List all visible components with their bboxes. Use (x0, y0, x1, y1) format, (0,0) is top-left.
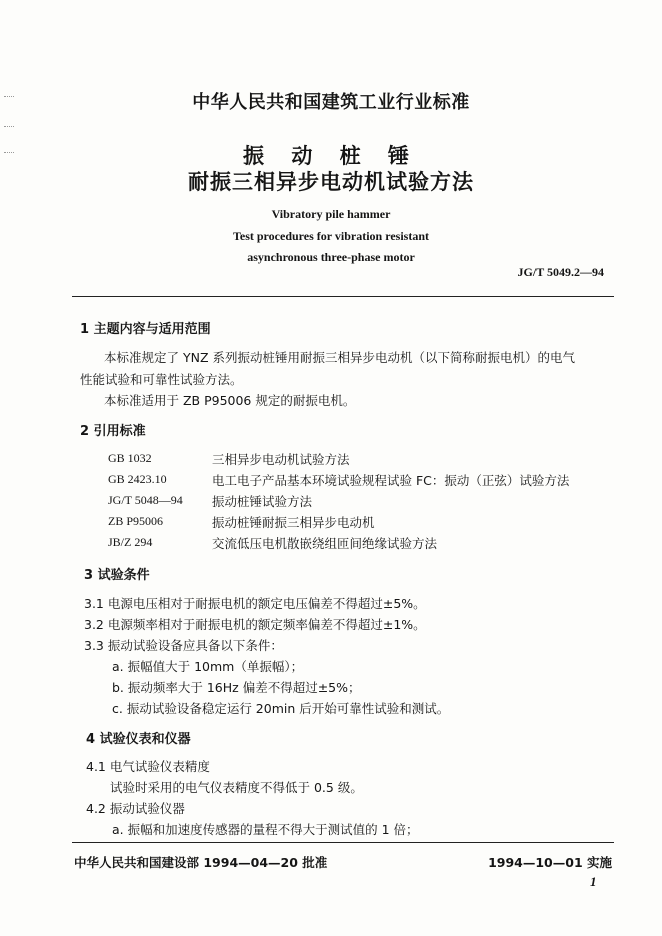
en-title-line3: asynchronous three-phase motor (247, 250, 415, 264)
ref-code: JG/T 5048—94 (108, 493, 183, 507)
standard-code: JG/T 5049.2—94 (517, 265, 604, 279)
clause-3-3-a: a. 振幅值大于 10mm（单振幅）； (112, 659, 304, 674)
doc-title-line1: 振 动 桩 锤 (243, 144, 419, 168)
footer-divider (72, 842, 614, 843)
section-1-para1-line2: 性能试验和可靠性试验方法。 (80, 372, 243, 387)
header-divider (72, 296, 614, 297)
clause-3-3-b: b. 振动频率大于 16Hz 偏差不得超过±5%； (112, 680, 361, 695)
approval-line: 中华人民共和国建设部 1994—04—20 批准 (74, 855, 328, 870)
ref-title: 交流低压电机散嵌绕组匝间绝缘试验方法 (212, 536, 438, 551)
section-3-heading: 3 试验条件 (84, 568, 150, 583)
clause-4-2: 4.2 振动试验仪器 (86, 801, 185, 816)
ref-code: GB 1032 (108, 451, 152, 465)
ref-code: ZB P95006 (108, 514, 164, 528)
page-number: 1 (590, 874, 597, 889)
en-title-line2: Test procedures for vibration resistant (232, 229, 429, 243)
section-1-para1-line1: 本标准规定了 YNZ 系列振动桩锤用耐振三相异步电动机（以下简称耐振电机）的电气 (104, 350, 575, 365)
effective-line: 1994—10—01 实施 (488, 855, 612, 870)
ref-code: GB 2423.10 (108, 472, 167, 486)
clause-4-1-text: 试验时采用的电气仪表精度不得低于 0.5 级。 (110, 780, 363, 795)
ref-title: 振动桩锤试验方法 (212, 494, 313, 509)
ref-title: 振动桩锤耐振三相异步电动机 (212, 515, 375, 530)
doc-title-line2: 耐振三相异步电动机试验方法 (188, 170, 474, 194)
ref-title: 电工电子产品基本环境试验规程试验 FC：振动（正弦）试验方法 (212, 473, 570, 488)
clause-4-1: 4.1 电气试验仪表精度 (86, 759, 210, 774)
ref-title: 三相异步电动机试验方法 (212, 452, 350, 467)
clause-3-3: 3.3 振动试验设备应具备以下条件： (84, 638, 283, 653)
clause-3-1: 3.1 电源电压相对于耐振电机的额定电压偏差不得超过±5%。 (84, 596, 426, 611)
standard-org-header: 中华人民共和国建筑工业行业标准 (192, 92, 470, 113)
section-1-heading: 1 主题内容与适用范围 (80, 322, 211, 337)
clause-3-2: 3.2 电源频率相对于耐振电机的额定频率偏差不得超过±1%。 (84, 617, 426, 632)
clause-3-3-c: c. 振动试验设备稳定运行 20min 后开始可靠性试验和测试。 (112, 701, 450, 716)
section-2-heading: 2 引用标准 (80, 424, 146, 439)
en-title-line1: Vibratory pile hammer (271, 207, 391, 221)
margin-mark (4, 126, 14, 127)
section-1-para2: 本标准适用于 ZB P95006 规定的耐振电机。 (104, 393, 356, 408)
clause-4-2-a: a. 振幅和加速度传感器的量程不得大于测试值的 1 倍； (112, 822, 419, 837)
section-4-heading: 4 试验仪表和仪器 (86, 732, 191, 747)
ref-code: JB/Z 294 (108, 535, 153, 549)
